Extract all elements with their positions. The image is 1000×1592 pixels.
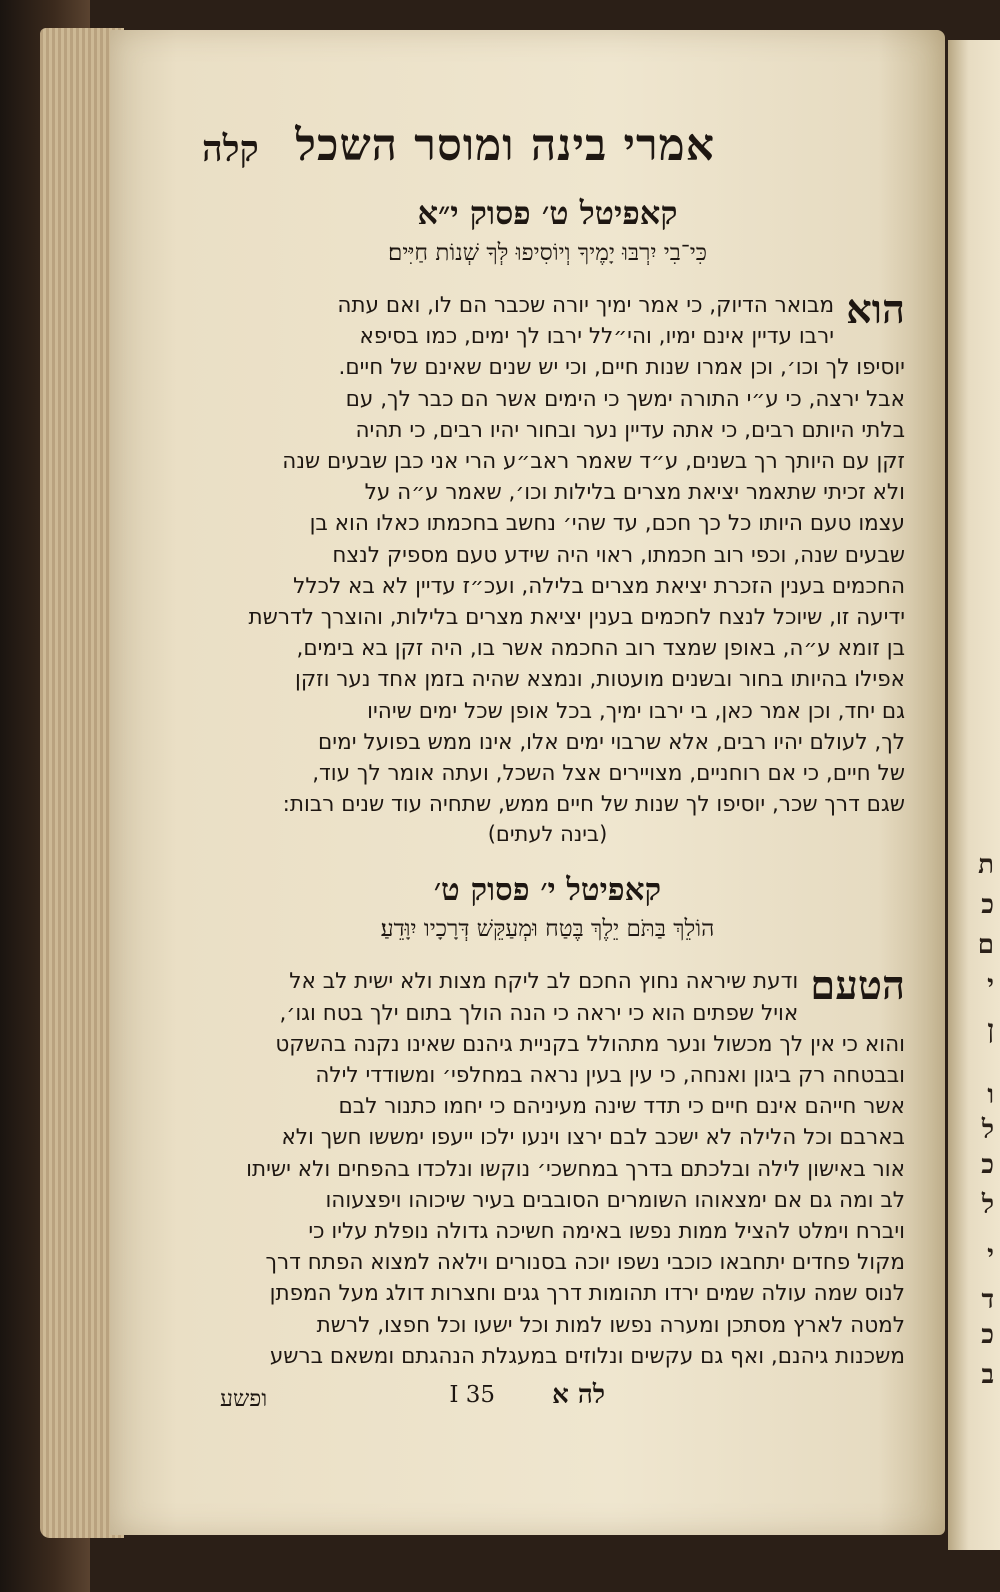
text-line: למטה לארץ מסתכן ומערה נפשו למות וכל ישעו וכל חפצו, לרשת (316, 1312, 905, 1338)
text-line: לנוס שמה עולה שמים ירדו תהומות דרך גגים וחצרות דולג מעל המפתן (269, 1281, 905, 1307)
text-line: אבל ירצה, כי ע״י התורה ימשך כי הימים אשר הם כבר לך, עם (345, 386, 905, 412)
verse-quote-1: כִּי־בִי יִרְבּוּ יָמֶיךָ וְיוֹסִיפוּ לְּךָ שְׁנוֹת חַיִּים׃ (388, 240, 707, 266)
chapter-heading-1: קאפיטל ט׳ פסוק י״א (417, 194, 678, 232)
facing-page-letter: ל (981, 1190, 994, 1220)
text-line: ויברח וימלט להציל ממות נפשו באימה חשיכה גדולה נופלת עליו כי (308, 1219, 905, 1245)
facing-page-letter: ב (981, 1360, 994, 1390)
text-line: של חיים, כי אם רוחניים, מצויירים אצל השכל, ועתה אומר לך עוד, (312, 761, 905, 787)
facing-page-letter: ד (981, 1285, 994, 1315)
page-content (190, 120, 905, 1424)
facing-page-letter: כ (981, 1150, 994, 1180)
text-line: לך, לעולם יהיו רבים, אלא שרבוי ימים אלו, אינו ממש בפועל ימים (318, 729, 905, 755)
chapter-heading-2: קאפיטל י׳ פסוק ט׳ (433, 872, 662, 909)
signature-number: I 35 (449, 1382, 495, 1409)
facing-page-letter: כ (981, 890, 994, 920)
facing-page-letter: ן (987, 1015, 994, 1045)
page-title: אמרי בינה ומוסר השכל (295, 120, 715, 171)
commentary-paragraph-2 (190, 962, 905, 1372)
source-citation: (בינה לעתים) (487, 822, 608, 847)
drop-word: הטעם (810, 962, 905, 1010)
signature-mark: לה א (552, 1380, 605, 1411)
text-line: עצמו טעם היותו כל כך חכם, עד שהי׳ נחשב בחכמתו כאלו הוא בן (309, 511, 905, 537)
text-line: מבואר הדיוק, כי אמר ימיך יורה שכבר הם לו, ואם עתה (337, 293, 835, 318)
text-line: ירבו עדיין אינם ימיו, והי״לל ירבו לך ימים, כמו בסיפא (359, 324, 835, 350)
folio-number: קלה (202, 128, 259, 170)
text-line: שגם דרך שכר, יוסיפו לך שנות של חיים ממש, שתחיה עוד שנים רבות: (282, 792, 905, 818)
facing-page-letter: י (987, 1240, 994, 1270)
text-line: אויל שפתים הוא כי יראה כי הנה הולך בתום ילך בטח וגו׳, (279, 1000, 799, 1026)
text-line: בארבם וכל הלילה לא ישכב לבם ירצו וינעו ילכו ייעפו ימששו חשך ולא (281, 1125, 905, 1151)
text-line: משכנות גיהנם, ואף גם עקשים ונלוזים במעגלת הנהגתם ומשאם ברשע (269, 1343, 905, 1369)
facing-page-letter: כ (981, 1320, 994, 1350)
facing-page-fragment (948, 40, 1000, 1550)
text-line: אשר חייהם אינם חיים כי תדד שינה מעיניהם כי יחמו כתנור לבם (338, 1094, 905, 1120)
running-header (190, 120, 905, 190)
text-line: בן זומא ע״ה, באופן שמצד רוב החכמה אשר בו, היה זקן בא בימים, (296, 636, 905, 662)
text-line: שבעים שנה, וכפי רוב חכמתו, ראוי היה שידע טעם מספיק לנצח (332, 542, 905, 568)
page-footer (190, 1380, 905, 1424)
facing-page-letter: ל (981, 1115, 994, 1145)
text-line: זקן עם היותך רך בשנים, ע״ד שאמר ראב״ע הרי אני כבן שבעים שנה (282, 449, 905, 475)
text-line: יוסיפו לך וכו׳, וכן אמרו שנות חיים, וכי יש שנים שאינם של חיים. (338, 355, 905, 381)
text-line: ידיעה זו, שיוכל לנצח לחכמים בענין יציאת מצרים בלילות, והוצרך לדרשת (248, 605, 905, 631)
text-line: גם יחד, וכן אמר כאן, בי ירבו ימיך, בכל אופן שכל ימים שיהיו (367, 698, 905, 724)
facing-page-letter: ו (987, 1080, 994, 1110)
text-line: החכמים בענין הזכרת יציאת מצרים בלילה, ועכ״ז עדיין לא בא לכלל (293, 573, 905, 599)
catchword: ופשע (220, 1386, 268, 1413)
drop-word: הוא (846, 286, 905, 333)
text-line: והוא כי אין לך מכשול ונער מתהולל בקניית גיהנם שאינו נקנה בהשקט (275, 1031, 905, 1057)
facing-page-letter: י (987, 970, 994, 1000)
facing-page-letter: ת (978, 850, 994, 880)
commentary-paragraph-1 (190, 286, 905, 820)
text-line: אפילו בהיותו בחור ובשנים מועטות, ונמצא שהיה בזמן אחד נער וזקן (295, 667, 905, 693)
verse-quote-2: הוֹלֵךְ בַּתֹּם יֵלֶךְ בֶּטַח וּמְעַקֵּשׁ דְּרָכָיו יִוָּדֵעַ׃ (380, 916, 715, 943)
text-line: ולא זכיתי שתאמר יציאת מצרים בלילות וכו׳, שאמר ע״ה על (364, 480, 905, 506)
text-line: ובבטחה רק ביגון ואנחה, כי עין בעין נראה במחלפי׳ ומשודדי לילה (315, 1063, 905, 1089)
text-line: אור באישון לילה ובלכתם בדרך במחשכי׳ נוקשו ונלכדו בהפחים ולא ישיתו (246, 1156, 905, 1182)
text-line: מקול פחדים יתחבאו כוכבי נשפו יוכה בסנורים וילאה למצוא הפתח דרך (265, 1250, 905, 1276)
text-line: בלתי היותם רבים, כי אתה עדיין נער ובחור יהיו רבים, כי תהיה (355, 417, 905, 443)
facing-page-letter: ם (977, 930, 994, 960)
text-line: ודעת שיראה נחוץ החכם לב ליקח מצות ולא ישית לב אל (289, 969, 799, 995)
text-line: לב ומה גם אם ימצאוהו השומרים הסובבים בעיר שיכוהו ויפצעוהו (325, 1187, 905, 1213)
